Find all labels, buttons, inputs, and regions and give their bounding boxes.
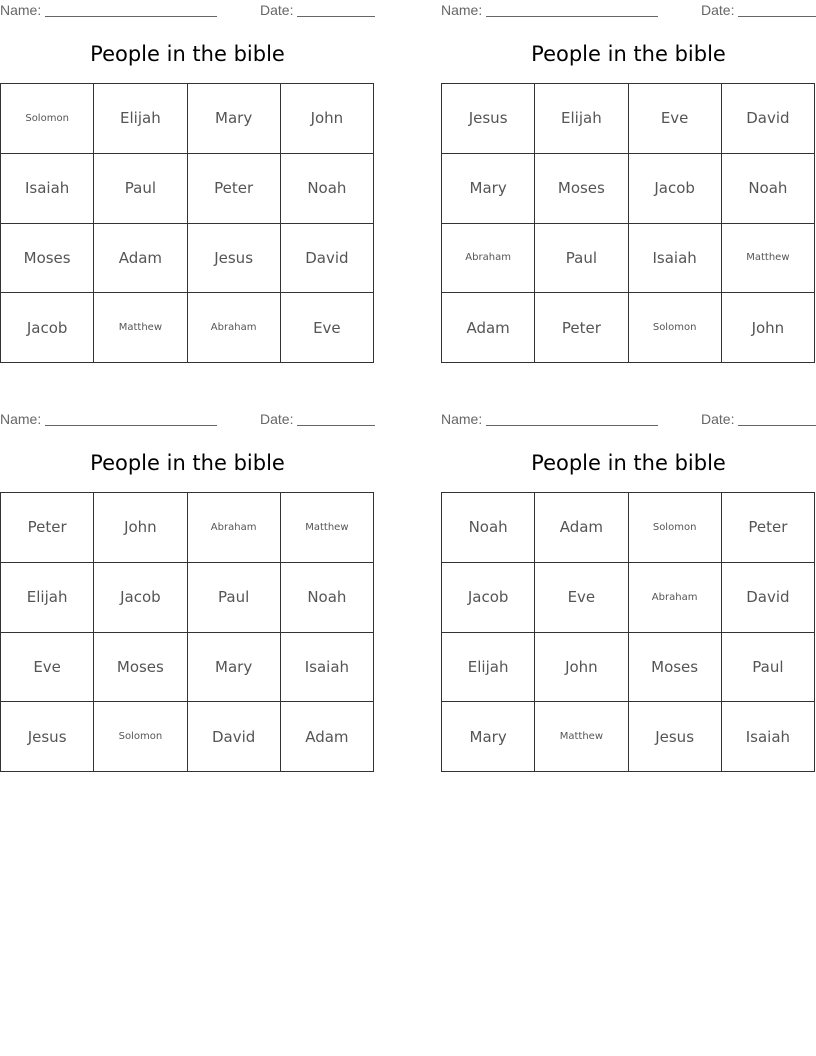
- grid-cell: Jesus: [188, 224, 281, 294]
- grid-cell: Solomon: [629, 493, 722, 563]
- grid-cell: Isaiah: [629, 224, 722, 294]
- grid-cell: Adam: [535, 493, 628, 563]
- card-title: People in the bible: [531, 451, 726, 475]
- grid-cell: Adam: [94, 224, 187, 294]
- name-blank-line: [486, 16, 658, 17]
- grid-cell: David: [722, 84, 815, 154]
- grid-cell: David: [722, 563, 815, 633]
- grid-cell: Matthew: [94, 293, 187, 363]
- bingo-card-3: [0, 409, 375, 746]
- grid-cell: David: [281, 224, 374, 294]
- grid-cell: Noah: [281, 563, 374, 633]
- date-blank-line: [738, 425, 816, 426]
- grid-cell: Moses: [535, 154, 628, 224]
- grid-cell: Elijah: [442, 633, 535, 703]
- grid-cell: Noah: [281, 154, 374, 224]
- grid-cell: Peter: [535, 293, 628, 363]
- grid-cell: Jacob: [94, 563, 187, 633]
- grid-cell: Elijah: [94, 84, 187, 154]
- grid-cell: Peter: [1, 493, 94, 563]
- grid-cell: Jacob: [1, 293, 94, 363]
- date-blank-line: [738, 16, 816, 17]
- grid-cell: Peter: [188, 154, 281, 224]
- name-label: Name:: [441, 411, 483, 427]
- card-header: [0, 409, 375, 431]
- bingo-grid: [441, 83, 815, 363]
- card-title: People in the bible: [90, 42, 285, 66]
- bingo-card-1: [0, 0, 375, 337]
- grid-cell: Eve: [535, 563, 628, 633]
- name-blank-line: [486, 425, 658, 426]
- grid-cell: Eve: [629, 84, 722, 154]
- grid-cell: David: [188, 702, 281, 772]
- card-header: [441, 0, 816, 22]
- date-label: Date:: [260, 411, 294, 427]
- bingo-grid: [441, 492, 815, 772]
- grid-cell: Jesus: [629, 702, 722, 772]
- grid-cell: Abraham: [629, 563, 722, 633]
- name-label: Name:: [441, 2, 483, 18]
- grid-cell: Mary: [188, 633, 281, 703]
- grid-cell: Solomon: [94, 702, 187, 772]
- grid-cell: Adam: [281, 702, 374, 772]
- grid-cell: John: [722, 293, 815, 363]
- grid-cell: Paul: [188, 563, 281, 633]
- grid-cell: Jesus: [442, 84, 535, 154]
- grid-cell: Noah: [442, 493, 535, 563]
- date-blank-line: [297, 425, 375, 426]
- grid-cell: Paul: [535, 224, 628, 294]
- name-label: Name:: [0, 411, 42, 427]
- grid-cell: Elijah: [535, 84, 628, 154]
- grid-cell: Paul: [94, 154, 187, 224]
- date-label: Date:: [701, 411, 735, 427]
- grid-cell: Matthew: [535, 702, 628, 772]
- date-label: Date:: [701, 2, 735, 18]
- grid-cell: Jacob: [629, 154, 722, 224]
- date-blank-line: [297, 16, 375, 17]
- grid-cell: John: [94, 493, 187, 563]
- name-blank-line: [45, 16, 217, 17]
- grid-cell: Moses: [629, 633, 722, 703]
- name-blank-line: [45, 425, 217, 426]
- grid-cell: Isaiah: [1, 154, 94, 224]
- bingo-card-4: [441, 409, 816, 746]
- bingo-grid: [0, 492, 374, 772]
- grid-cell: John: [281, 84, 374, 154]
- grid-cell: Solomon: [1, 84, 94, 154]
- grid-cell: Moses: [1, 224, 94, 294]
- card-header: [441, 409, 816, 431]
- card-header: [0, 0, 375, 22]
- grid-cell: Isaiah: [281, 633, 374, 703]
- grid-cell: Abraham: [442, 224, 535, 294]
- name-label: Name:: [0, 2, 42, 18]
- grid-cell: Noah: [722, 154, 815, 224]
- grid-cell: Mary: [442, 702, 535, 772]
- grid-cell: Elijah: [1, 563, 94, 633]
- grid-cell: Mary: [188, 84, 281, 154]
- card-title: People in the bible: [90, 451, 285, 475]
- grid-cell: Paul: [722, 633, 815, 703]
- grid-cell: Isaiah: [722, 702, 815, 772]
- bingo-grid: [0, 83, 374, 363]
- grid-cell: Matthew: [722, 224, 815, 294]
- grid-cell: Matthew: [281, 493, 374, 563]
- grid-cell: Abraham: [188, 293, 281, 363]
- date-label: Date:: [260, 2, 294, 18]
- grid-cell: John: [535, 633, 628, 703]
- grid-cell: Eve: [1, 633, 94, 703]
- grid-cell: Mary: [442, 154, 535, 224]
- grid-cell: Eve: [281, 293, 374, 363]
- grid-cell: Adam: [442, 293, 535, 363]
- grid-cell: Jacob: [442, 563, 535, 633]
- grid-cell: Moses: [94, 633, 187, 703]
- grid-cell: Jesus: [1, 702, 94, 772]
- grid-cell: Solomon: [629, 293, 722, 363]
- bingo-card-2: [441, 0, 816, 337]
- card-title: People in the bible: [531, 42, 726, 66]
- grid-cell: Peter: [722, 493, 815, 563]
- grid-cell: Abraham: [188, 493, 281, 563]
